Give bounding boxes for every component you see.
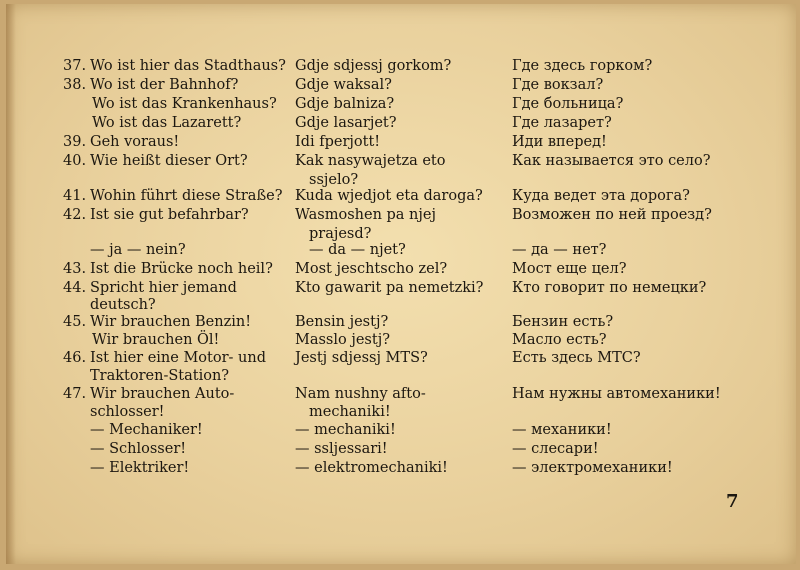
phrase-number: 46. bbox=[63, 350, 87, 366]
phrase-row bbox=[6, 366, 796, 386]
german-text: Wir brauchen Öl! bbox=[92, 332, 220, 348]
phrase-row bbox=[6, 56, 796, 76]
page-number: 7 bbox=[726, 491, 739, 512]
german-text: Traktoren-Station? bbox=[90, 368, 230, 384]
phrase-row bbox=[6, 348, 796, 368]
phrase-row bbox=[6, 75, 796, 95]
transliteration-text: Jestj sdjessj MTS? bbox=[295, 350, 428, 366]
phrase-number: 42. bbox=[63, 207, 87, 223]
german-text: Wir brauchen Benzin! bbox=[90, 314, 252, 330]
phrase-number: 44. bbox=[63, 280, 87, 296]
russian-text: Иди вперед! bbox=[512, 134, 607, 150]
phrase-row bbox=[6, 113, 796, 133]
transliteration-text: Bensin jestj? bbox=[295, 314, 389, 330]
transliteration-text: Gdje balniza? bbox=[295, 96, 395, 112]
russian-text: Где здесь горком? bbox=[512, 58, 653, 74]
phrase-row bbox=[6, 330, 796, 350]
transliteration-text: Gdje waksal? bbox=[295, 77, 392, 93]
phrase-row bbox=[6, 259, 796, 279]
german-text: — Schlosser! bbox=[90, 441, 187, 457]
transliteration-text: ssjelo? bbox=[309, 172, 359, 188]
transliteration-text: Kuda wjedjot eta daroga? bbox=[295, 188, 483, 204]
transliteration-text: Gdje lasarjet? bbox=[295, 115, 397, 131]
transliteration-text: Kto gawarit pa nemetzki? bbox=[295, 280, 484, 296]
german-text: Spricht hier jemand bbox=[90, 280, 237, 296]
german-text: Wo ist das Krankenhaus? bbox=[92, 96, 277, 112]
phrase-number: 40. bbox=[63, 153, 87, 169]
german-text: Wir brauchen Auto- bbox=[90, 386, 235, 402]
phrase-number: 39. bbox=[63, 134, 87, 150]
russian-text: Кто говорит по немецки? bbox=[512, 280, 707, 296]
russian-text: — да — нет? bbox=[512, 242, 607, 258]
transliteration-text: — ssljessari! bbox=[295, 441, 388, 457]
german-text: Ist sie gut befahrbar? bbox=[90, 207, 249, 223]
phrase-row bbox=[6, 151, 796, 171]
german-text: Wo ist hier das Stadthaus? bbox=[90, 58, 286, 74]
transliteration-text: — elektromechaniki! bbox=[295, 460, 448, 476]
german-text: Wie heißt dieser Ort? bbox=[90, 153, 248, 169]
phrase-row bbox=[6, 439, 796, 459]
russian-text: Где лазарет? bbox=[512, 115, 612, 131]
phrase-number: 37. bbox=[63, 58, 87, 74]
german-text: — Mechaniker! bbox=[90, 422, 203, 438]
russian-text: Возможен по ней проезд? bbox=[512, 207, 712, 223]
phrase-row bbox=[6, 240, 796, 260]
phrase-number: 38. bbox=[63, 77, 87, 93]
transliteration-text: prajesd? bbox=[309, 226, 372, 242]
transliteration-text: Gdje sdjessj gorkom? bbox=[295, 58, 452, 74]
russian-text: Нам нужны автомеханики! bbox=[512, 386, 721, 402]
german-text: Ist hier eine Motor- und bbox=[90, 350, 266, 366]
german-text: Ist die Brücke noch heil? bbox=[90, 261, 273, 277]
transliteration-text: Idi fperjott! bbox=[295, 134, 381, 150]
german-text: Geh voraus! bbox=[90, 134, 180, 150]
phrase-row bbox=[6, 458, 796, 478]
russian-text: — электромеханики! bbox=[512, 460, 673, 476]
phrase-number: 43. bbox=[63, 261, 87, 277]
german-text: Wo ist der Bahnhof? bbox=[90, 77, 239, 93]
phrase-row bbox=[6, 312, 796, 332]
russian-text: Масло есть? bbox=[512, 332, 607, 348]
phrase-row bbox=[6, 205, 796, 225]
transliteration-text: Masslo jestj? bbox=[295, 332, 390, 348]
german-text: schlosser! bbox=[90, 404, 165, 420]
transliteration-text: Nam nushny afto- bbox=[295, 386, 426, 402]
transliteration-text: mechaniki! bbox=[309, 404, 391, 420]
phrase-number: 41. bbox=[63, 188, 87, 204]
russian-text: — механики! bbox=[512, 422, 612, 438]
russian-text: Как называется это село? bbox=[512, 153, 711, 169]
phrasebook-page bbox=[6, 4, 796, 564]
transliteration-text: Wasmoshen pa njej bbox=[295, 207, 436, 223]
transliteration-text: Kak nasywajetza eto bbox=[295, 153, 446, 169]
transliteration-text: Most jeschtscho zel? bbox=[295, 261, 448, 277]
german-text: — ja — nein? bbox=[90, 242, 186, 258]
german-text: Wo ist das Lazarett? bbox=[92, 115, 242, 131]
transliteration-text: — da — njet? bbox=[309, 242, 406, 258]
russian-text: — слесари! bbox=[512, 441, 599, 457]
russian-text: Мост еще цел? bbox=[512, 261, 627, 277]
german-text: Wohin führt diese Straße? bbox=[90, 188, 283, 204]
phrase-row bbox=[6, 384, 796, 404]
russian-text: Бензин есть? bbox=[512, 314, 614, 330]
russian-text: Куда ведет эта дорога? bbox=[512, 188, 690, 204]
phrase-number: 47. bbox=[63, 386, 87, 402]
phrase-row bbox=[6, 132, 796, 152]
russian-text: Есть здесь МТС? bbox=[512, 350, 641, 366]
russian-text: Где вокзал? bbox=[512, 77, 604, 93]
phrase-row bbox=[6, 186, 796, 206]
transliteration-text: — mechaniki! bbox=[295, 422, 396, 438]
phrase-row bbox=[6, 94, 796, 114]
phrase-row bbox=[6, 420, 796, 440]
russian-text: Где больница? bbox=[512, 96, 624, 112]
german-text: deutsch? bbox=[90, 297, 156, 313]
phrase-number: 45. bbox=[63, 314, 87, 330]
phrase-row bbox=[6, 402, 796, 422]
german-text: — Elektriker! bbox=[90, 460, 190, 476]
